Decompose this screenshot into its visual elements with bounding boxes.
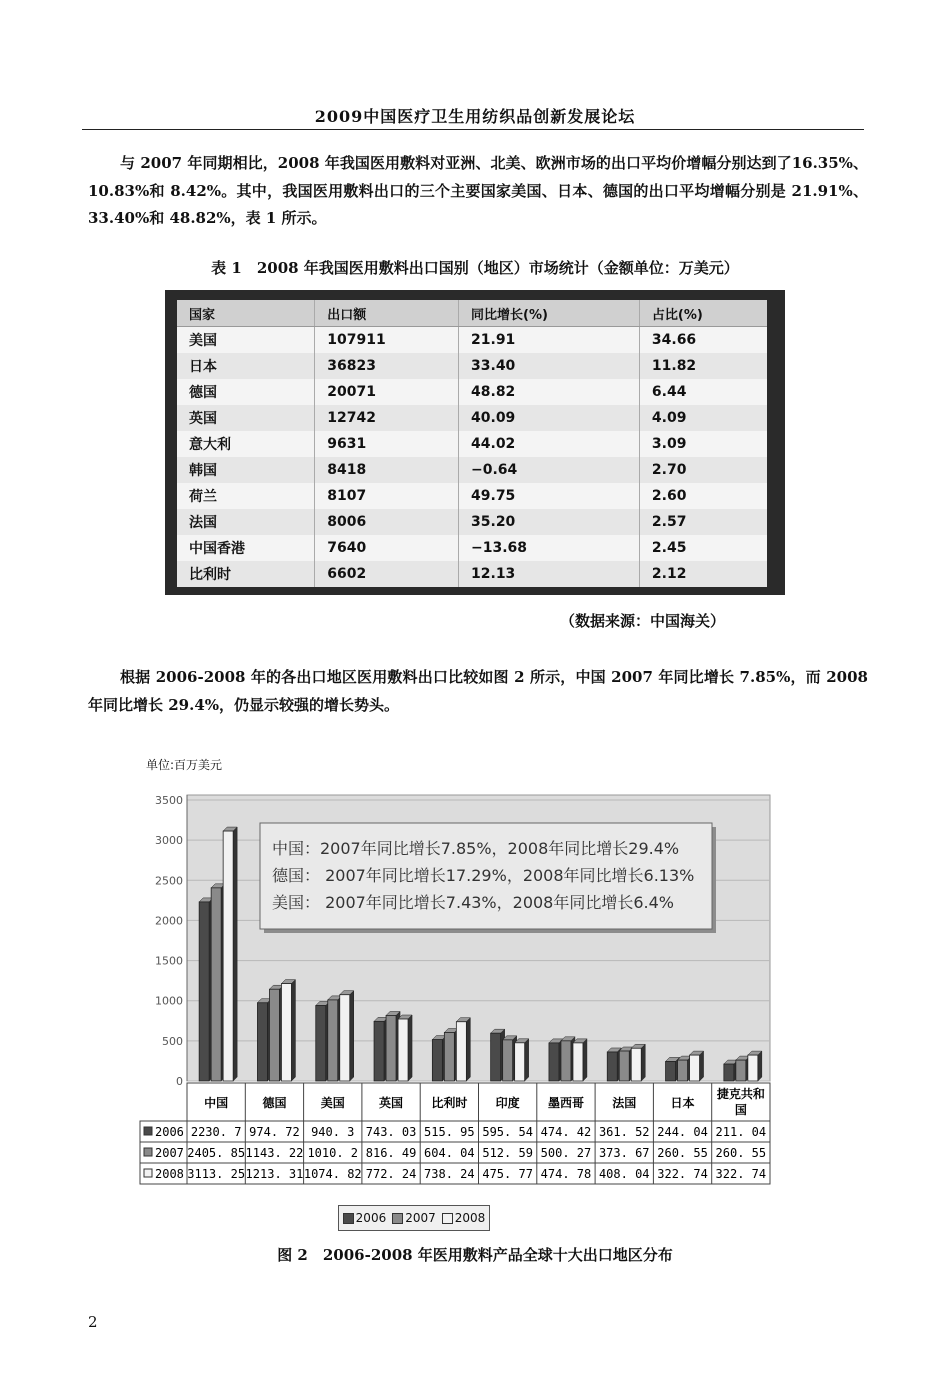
cell-country: 荷兰 (189, 489, 217, 505)
y-tick-label: 2000 (155, 914, 183, 928)
cell-export: 8418 (315, 457, 459, 483)
cell-export: 8006 (315, 509, 459, 535)
bar-2008 (631, 1048, 641, 1081)
bar-side (700, 1051, 704, 1081)
legend-label-2006: 2006 (355, 1211, 387, 1225)
bar-2008 (398, 1019, 408, 1081)
cell-growth: 49.75 (459, 483, 640, 509)
table-caption: 表 1 2008 年我国医用敷料出口国别（地区）市场统计（金额单位：万美元） (211, 259, 739, 277)
bar-2007 (386, 1015, 396, 1081)
cell-country: 日本 (177, 353, 315, 379)
cell-export: 20071 (315, 379, 459, 405)
table-header-row (177, 300, 767, 327)
cell-share: 2.45 (639, 535, 767, 561)
series-swatch (144, 1169, 152, 1177)
bar-side (641, 1044, 645, 1081)
col-header-share: 占比(%) (639, 300, 767, 327)
cell-growth: 35.20 (459, 509, 640, 535)
y-tick-label: 2500 (155, 874, 183, 888)
legend-label-2008: 2008 (454, 1211, 486, 1225)
cell-share: 2.60 (639, 483, 767, 509)
data-value-label: 1143. 22 (245, 1146, 304, 1160)
y-tick-label: 3000 (155, 834, 183, 848)
data-value-label: 1074. 82 (303, 1167, 362, 1181)
bar-2006 (549, 1043, 559, 1081)
legend-swatch-2007 (392, 1213, 403, 1224)
bar-2008 (748, 1055, 758, 1081)
category-label: 印度 (495, 1096, 520, 1110)
data-value-label: 772. 24 (365, 1167, 417, 1181)
bar-2007 (561, 1041, 571, 1081)
legend-label-2007: 2007 (405, 1211, 436, 1225)
category-label: 法国 (612, 1096, 637, 1110)
table-row (177, 327, 767, 354)
cell-country: 英国 (177, 405, 315, 431)
cell-export: 12742 (315, 405, 459, 431)
series-name: 2008 (155, 1167, 184, 1181)
category-label: 英国 (379, 1096, 404, 1110)
legend-item-2006 (343, 1211, 387, 1225)
bar-2006 (491, 1033, 501, 1081)
bar-2006 (666, 1061, 676, 1081)
cell-country: 韩国 (177, 457, 315, 483)
bar-2007 (678, 1060, 688, 1081)
y-tick-label: 1000 (155, 994, 183, 1008)
bar-2007 (444, 1033, 454, 1081)
cell-share: 11.82 (639, 353, 767, 379)
bar-side (583, 1039, 587, 1081)
y-tick-label: 3500 (155, 794, 183, 807)
bar-2006 (316, 1006, 326, 1081)
data-value-label: 260. 55 (657, 1146, 708, 1160)
table-body (177, 327, 767, 588)
category-label: 德国 (262, 1096, 287, 1110)
bar-2008 (456, 1022, 466, 1081)
data-value-label: 211. 04 (715, 1125, 767, 1139)
cell-share: 6.44 (639, 379, 767, 405)
data-value-label: 260. 55 (715, 1146, 767, 1160)
chart-legend (338, 1205, 490, 1231)
export-market-table (177, 300, 767, 587)
category-label: 中国 (204, 1096, 229, 1110)
bar-2008 (281, 984, 291, 1081)
data-value-label: 2230. 7 (190, 1125, 242, 1139)
col-header-country: 国家 (177, 300, 315, 327)
table-frame (165, 290, 785, 595)
bar-side (758, 1051, 762, 1081)
data-value-label: 322. 74 (657, 1167, 708, 1181)
cell-share: 34.66 (639, 327, 767, 354)
annotation-line: 中国：2007年同比增长7.85%，2008年同比增长29.4% (272, 839, 680, 858)
paragraph-2 (88, 664, 868, 719)
data-value-label: 515. 95 (424, 1125, 475, 1139)
table-row (177, 509, 767, 535)
data-value-label: 373. 67 (598, 1146, 650, 1160)
cell-export: 6602 (315, 561, 459, 587)
category-label: 美国 (320, 1096, 345, 1110)
bar-side (233, 827, 237, 1081)
cell-export: 107911 (315, 327, 459, 354)
cell-growth: −0.64 (459, 457, 640, 483)
table-row (177, 431, 767, 457)
data-value-label: 361. 52 (598, 1125, 650, 1139)
annotation-line: 德国： 2007年同比增长17.29%，2008年同比增长6.13% (272, 866, 695, 885)
table-source-note: （数据来源：中国海关） (560, 612, 726, 630)
table-row (177, 561, 767, 587)
cell-country: 德国 (189, 385, 217, 401)
cell-share: 2.70 (639, 457, 767, 483)
legend-swatch-2006 (343, 1213, 354, 1224)
bar-2008 (515, 1043, 525, 1081)
cell-growth: 21.91 (459, 327, 640, 354)
bar-side (408, 1015, 412, 1081)
chart-unit-label: 单位:百万美元 (146, 758, 223, 772)
data-value-label: 322. 74 (715, 1167, 767, 1181)
figure-caption: 图 2 2006-2008 年医用敷料产品全球十大出口地区分布 (277, 1246, 673, 1264)
annotation-line: 美国： 2007年同比增长7.43%，2008年同比增长6.4% (272, 893, 675, 912)
bar-2008 (340, 995, 350, 1081)
category-label-cont: 国 (734, 1103, 747, 1117)
data-value-label: 2405. 85 (187, 1146, 246, 1160)
bar-2008 (223, 831, 233, 1081)
data-value-label: 940. 3 (311, 1125, 355, 1139)
table-row (177, 483, 767, 509)
bar-2006 (432, 1040, 442, 1081)
bar-side (291, 980, 295, 1081)
bar-2007 (503, 1040, 513, 1081)
cell-growth: −13.68 (459, 535, 640, 561)
table-panel (177, 300, 767, 583)
data-value-label: 244. 04 (657, 1125, 708, 1139)
cell-country: 中国香港 (189, 541, 245, 557)
series-name: 2006 (155, 1125, 184, 1139)
cell-country: 意大利 (189, 437, 231, 453)
data-value-label: 512. 59 (482, 1146, 533, 1160)
cell-export: 7640 (315, 535, 459, 561)
bar-2007 (619, 1051, 629, 1081)
series-swatch (144, 1148, 152, 1156)
cell-export: 36823 (315, 353, 459, 379)
legend-item-2008 (442, 1211, 486, 1225)
category-label: 日本 (670, 1096, 695, 1110)
category-label: 捷克共和 (716, 1087, 765, 1101)
cell-growth: 44.02 (459, 431, 640, 457)
cell-growth: 48.82 (459, 379, 640, 405)
data-value-label: 3113. 25 (187, 1167, 246, 1181)
category-label: 墨西哥 (547, 1096, 584, 1110)
series-swatch (144, 1127, 152, 1135)
bar-2006 (257, 1003, 267, 1081)
cell-export: 9631 (315, 431, 459, 457)
page-header-title: 2009中国医疗卫生用纺织品创新发展论坛 (314, 107, 636, 126)
cell-country: 比利时 (177, 561, 315, 587)
cell-share: 2.57 (639, 509, 767, 535)
bar-side (525, 1039, 529, 1081)
bar-side (466, 1018, 470, 1081)
paragraph-1 (88, 150, 868, 233)
bar-2008 (573, 1043, 583, 1081)
data-value-label: 816. 49 (365, 1146, 417, 1160)
bar-2006 (199, 902, 209, 1081)
data-value-label: 604. 04 (424, 1146, 475, 1160)
cell-share: 3.09 (639, 431, 767, 457)
cell-share: 2.12 (639, 561, 767, 587)
cell-growth: 40.09 (459, 405, 640, 431)
data-value-label: 475. 77 (482, 1167, 533, 1181)
table-row (177, 379, 767, 405)
data-value-label: 1213. 31 (245, 1167, 304, 1181)
bar-2007 (269, 989, 279, 1081)
data-value-label: 1010. 2 (307, 1146, 359, 1160)
table-row (177, 535, 767, 561)
legend-swatch-2008 (442, 1213, 453, 1224)
header-divider (82, 129, 864, 130)
data-value-label: 474. 42 (540, 1125, 592, 1139)
bar-2007 (328, 1000, 338, 1081)
y-tick-label: 0 (176, 1075, 183, 1088)
legend-item-2007 (392, 1211, 436, 1225)
bar-side (350, 991, 354, 1081)
cell-export: 8107 (315, 483, 459, 509)
data-value-label: 500. 27 (540, 1146, 592, 1160)
bar-2006 (607, 1052, 617, 1081)
data-value-label: 408. 04 (598, 1167, 650, 1181)
y-tick-label: 500 (162, 1034, 183, 1048)
col-header-growth: 同比增长(%) (459, 300, 640, 327)
bar-2007 (211, 888, 221, 1081)
bar-2008 (690, 1055, 700, 1081)
data-value-label: 738. 24 (424, 1167, 475, 1181)
bar-2006 (374, 1021, 384, 1081)
table-row (177, 353, 767, 379)
bar-2007 (736, 1060, 746, 1081)
category-label: 比利时 (431, 1096, 468, 1110)
export-bar-chart (130, 785, 780, 1195)
cell-growth: 33.40 (459, 353, 640, 379)
data-value-label: 974. 72 (249, 1125, 300, 1139)
paragraph-1-text: 与 2007 年同期相比，2008 年我国医用敷料对亚洲、北美、欧洲市场的出口平均价增幅分别达到了16.35%、10.83%和 8.42%。其中，我国医用敷料出口的三个主要国家美国、日本、德国的出口平均增幅分别是 21.91%、33.40%和 48.82%，表 1 所示。 (88, 154, 868, 227)
data-value-label: 743. 03 (365, 1125, 417, 1139)
data-value-label: 474. 78 (540, 1167, 592, 1181)
table-row (177, 457, 767, 483)
series-name: 2007 (155, 1146, 184, 1160)
bar-2006 (724, 1064, 734, 1081)
page-number: 2 (88, 1313, 98, 1331)
y-tick-label: 1500 (155, 954, 183, 968)
paragraph-2-text: 根据 2006-2008 年的各出口地区医用敷料出口比较如图 2 所示，中国 2007 年同比增长 7.85%，而 2008 年同比增长 29.4%，仍显示较强的增长势头。 (88, 668, 868, 714)
cell-share: 4.09 (639, 405, 767, 431)
cell-country: 法国 (177, 509, 315, 535)
table-row (177, 405, 767, 431)
data-value-label: 595. 54 (482, 1125, 533, 1139)
cell-country: 美国 (189, 333, 217, 349)
cell-growth: 12.13 (459, 561, 640, 587)
col-header-export: 出口额 (315, 300, 459, 327)
